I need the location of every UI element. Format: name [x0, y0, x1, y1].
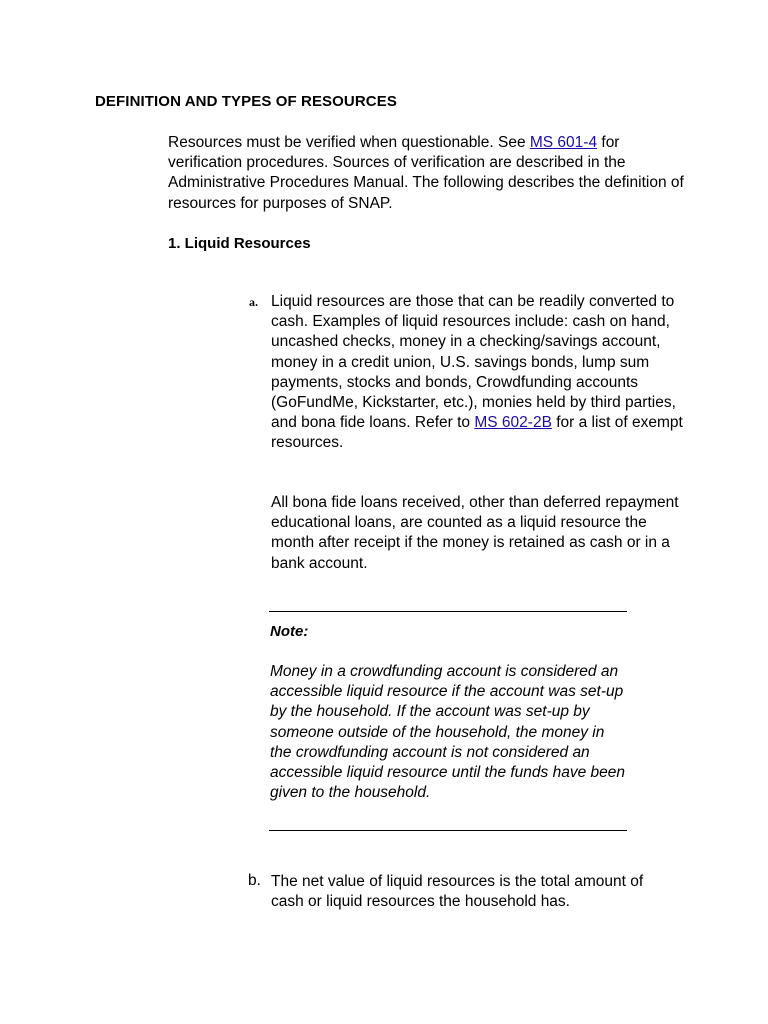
note-text: Money in a crowdfunding account is considered an accessible liquid resource if the account was set-up by the household. If the account was set-up by someone outside of the household, the money in the crowdfunding account is not considered an accessible liquid resource until the funds have been given to the household.: [270, 663, 626, 802]
item-b-paragraph: The net value of liquid resources is the total amount of cash or liquid resources the household has.: [271, 873, 644, 911]
item-a-text-before-link: Liquid resources are those that can be readily converted to cash. Examples of liquid resources include: cash on hand, uncashed checks, money in a checking/savings account, money in a credit union, U.S. savings bonds, lump sum payments, stocks and bonds, Crowdfunding accounts (GoFundMe, Kickstarter, etc.), monies held by third parties, and bona fide loans. Refer to: [271, 293, 676, 432]
item-a-paragraph-2: All bona fide loans received, other than deferred repayment educational loans, are counted as a liquid resource the month after receipt if the money is retained as cash or in a bank account.: [271, 494, 679, 572]
intro-text-before-link: Resources must be verified when questionable. See: [168, 134, 530, 151]
note-bottom-rule: [269, 830, 627, 831]
intro-paragraph: [168, 133, 688, 214]
section-title-liquid-resources: 1. Liquid Resources: [168, 235, 311, 252]
intro-text-after-link: for verification procedures. Sources of verification are described in the Administrative Procedures Manual. The following describes the definition of resources for purposes of SNAP.: [168, 134, 684, 212]
item-a-text-after-link: for a list of exempt resources.: [271, 414, 683, 452]
item-a-marker: a.: [249, 295, 258, 309]
item-a-paragraph-1: [271, 292, 691, 454]
item-b-marker: b.: [248, 872, 261, 889]
note-label: Note:: [270, 623, 309, 640]
ms-602-2b-link[interactable]: MS 602-2B: [474, 414, 552, 432]
page-heading: DEFINITION AND TYPES OF RESOURCES: [95, 93, 397, 110]
note-top-rule: [269, 611, 627, 612]
ms-601-4-link[interactable]: MS 601-4: [529, 134, 598, 151]
